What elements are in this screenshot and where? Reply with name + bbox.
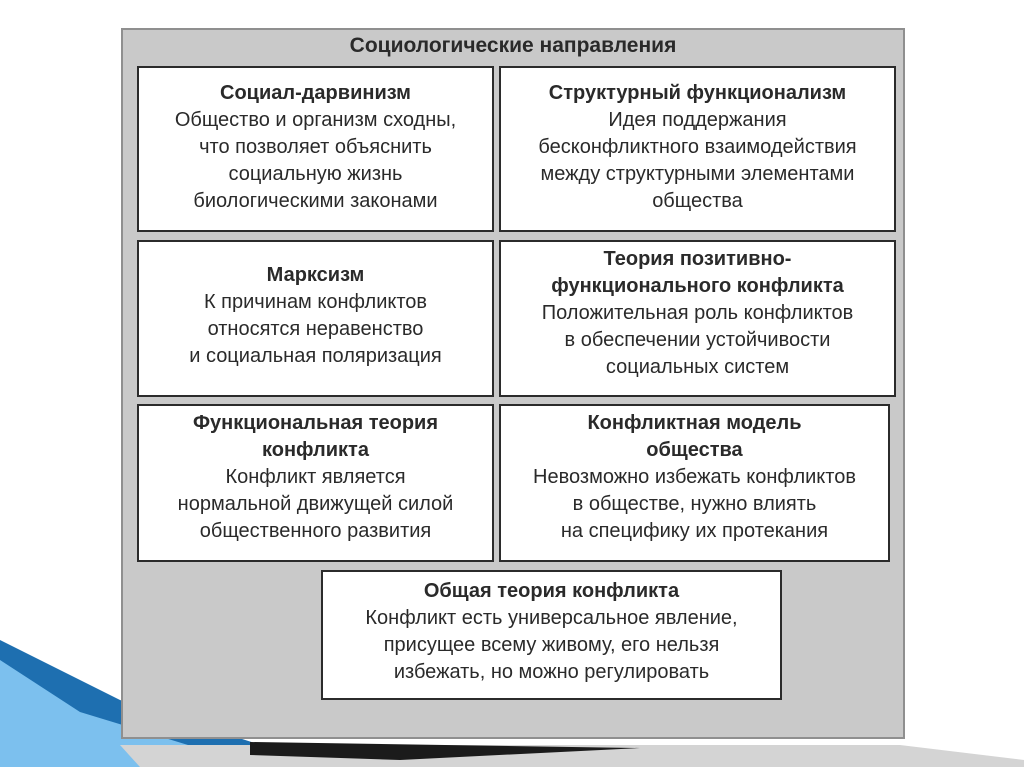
desc-line: социальную жизнь bbox=[228, 163, 403, 185]
box-general-conflict-theory bbox=[321, 570, 782, 700]
desc-line: на специфику их протекания bbox=[560, 520, 829, 542]
box-description bbox=[178, 464, 454, 545]
desc-line: что позволяет объяснить bbox=[199, 136, 432, 158]
box-description bbox=[189, 289, 442, 370]
box-title bbox=[424, 578, 679, 605]
desc-line: относятся неравенство bbox=[207, 318, 424, 340]
title-line: конфликта bbox=[262, 439, 369, 461]
box-description bbox=[533, 464, 856, 545]
desc-line: нормальной движущей силой bbox=[177, 493, 454, 515]
box-title bbox=[267, 262, 365, 289]
title-line: Теория позитивно- bbox=[603, 248, 792, 270]
box-title bbox=[220, 80, 411, 107]
box-social-darwinism bbox=[137, 66, 494, 232]
desc-line: бесконфликтного взаимодействия bbox=[538, 136, 857, 158]
desc-line: избежать, но можно регулировать bbox=[393, 661, 710, 683]
box-description bbox=[538, 107, 856, 215]
desc-line: Невозможно избежать конфликтов bbox=[533, 466, 856, 488]
desc-line: Положительная роль конфликтов bbox=[541, 302, 854, 324]
box-structural-functionalism bbox=[499, 66, 896, 232]
title-line: Общая теория конфликта bbox=[423, 580, 680, 602]
box-title bbox=[193, 410, 438, 464]
box-title bbox=[587, 410, 801, 464]
title-line: Конфликтная модель bbox=[587, 412, 802, 434]
title-line: Социал-дарвинизм bbox=[220, 82, 411, 104]
desc-line: К причинам конфликтов bbox=[203, 291, 428, 313]
title-line: Структурный функционализм bbox=[548, 82, 847, 104]
box-positive-functional-conflict bbox=[499, 240, 896, 397]
title-line: общества bbox=[646, 439, 743, 461]
desc-line: и социальная поляризация bbox=[189, 345, 442, 367]
box-description bbox=[175, 107, 456, 215]
desc-line: Общество и организм сходны, bbox=[174, 109, 457, 131]
desc-line: в обществе, нужно влиять bbox=[572, 493, 817, 515]
title-line: функционального конфликта bbox=[551, 275, 844, 297]
title-line: Функциональная теория bbox=[192, 412, 439, 434]
box-conflict-model-society bbox=[499, 404, 890, 562]
desc-line: между структурными элементами bbox=[540, 163, 855, 185]
desc-line: общества bbox=[652, 190, 743, 212]
desc-line: присущее всему живому, его нельзя bbox=[383, 634, 720, 656]
title-line: Марксизм bbox=[266, 264, 365, 286]
diagram-title: Социологические направления bbox=[349, 34, 677, 57]
box-description bbox=[365, 605, 737, 686]
box-title bbox=[549, 80, 846, 107]
desc-line: Идея поддержания bbox=[608, 109, 787, 131]
box-functional-conflict-theory bbox=[137, 404, 494, 562]
desc-line: в обеспечении устойчивости bbox=[564, 329, 831, 351]
desc-line: социальных систем bbox=[605, 356, 790, 378]
box-description bbox=[542, 300, 854, 381]
desc-line: Конфликт является bbox=[225, 466, 406, 488]
desc-line: Конфликт есть универсальное явление, bbox=[365, 607, 738, 629]
box-marxism bbox=[137, 240, 494, 397]
diagram-panel bbox=[121, 28, 905, 739]
desc-line: биологическими законами bbox=[193, 190, 438, 212]
desc-line: общественного развития bbox=[199, 520, 432, 542]
box-title bbox=[551, 246, 844, 300]
